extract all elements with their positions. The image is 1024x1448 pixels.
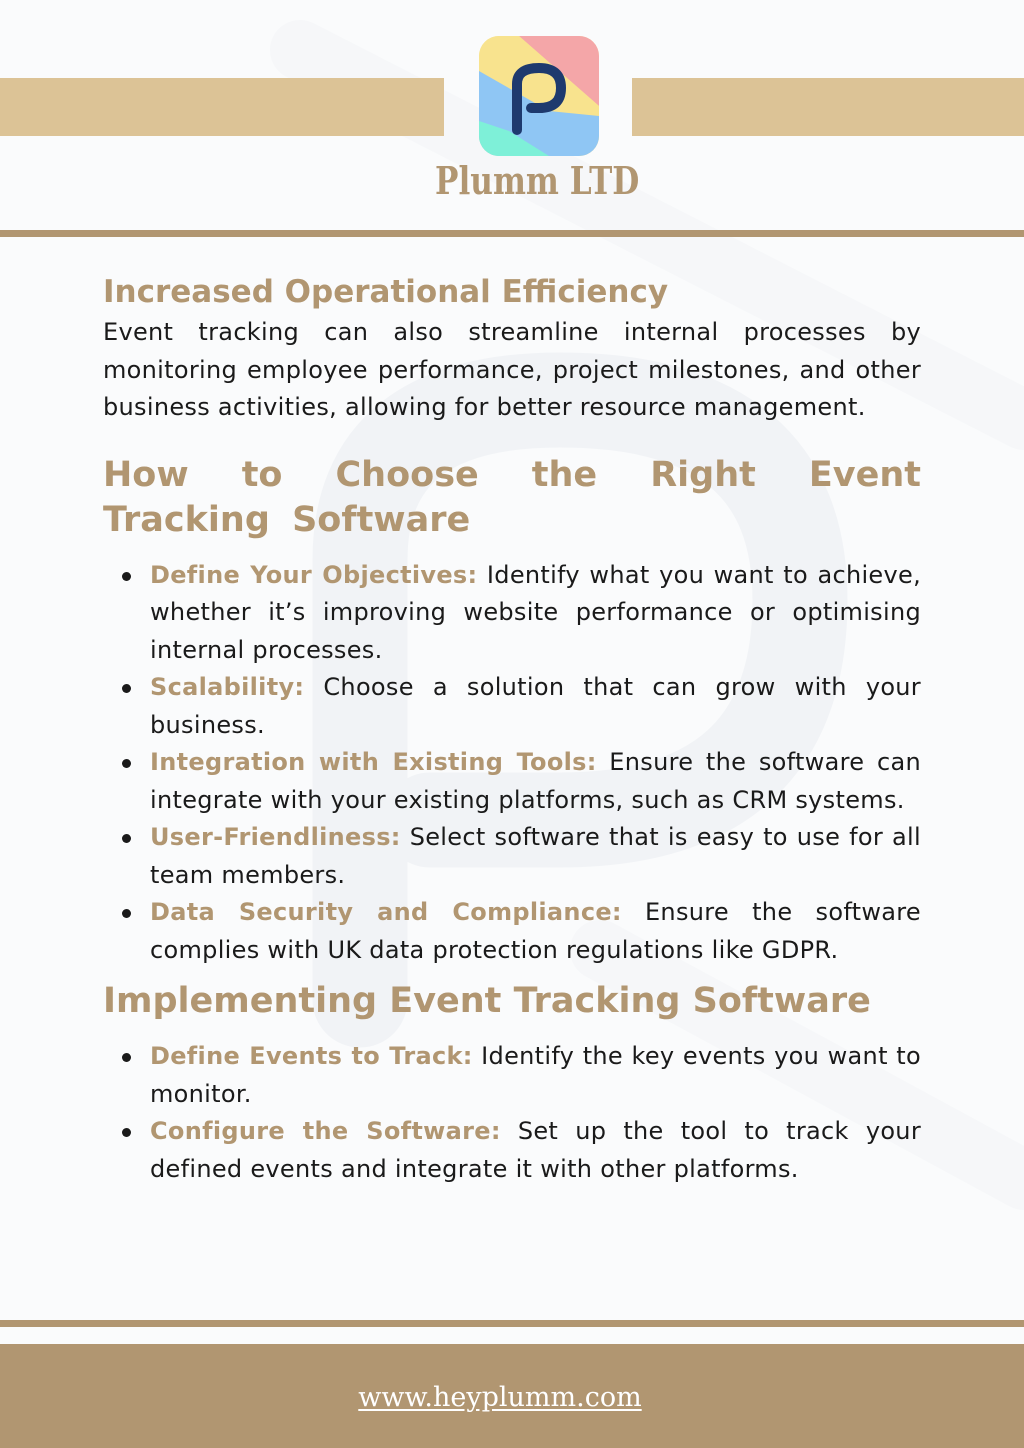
efficiency-body: Event tracking can also streamline internal processes by monitoring employee performance, project milestones, and other business activities, allowing for better resource management. <box>103 318 921 421</box>
list-item <box>103 1113 921 1188</box>
efficiency-heading: Increased Operational Efficiency <box>103 274 669 310</box>
efficiency-section <box>103 270 921 427</box>
list-item-term: Integration with Existing Tools: <box>150 748 597 776</box>
brand-logo-icon <box>479 36 599 156</box>
list-item-term: User-Friendliness: <box>150 823 401 851</box>
list-item-text: Choose a solution that can grow with your business. <box>150 673 921 739</box>
list-item <box>103 1038 921 1113</box>
list-item-text: Ensure the software complies with UK data protection regulations like GDPR. <box>150 898 921 964</box>
footer-divider <box>0 1320 1024 1327</box>
list-item <box>103 669 921 744</box>
list-item-term: Configure the Software: <box>150 1117 501 1145</box>
choose-heading: How to Choose the Right Event Tracking Software <box>103 454 921 540</box>
choose-list <box>103 557 921 970</box>
list-item-text: Set up the tool to track your defined events and integrate it with other platforms. <box>150 1117 921 1183</box>
list-item-term: Data Security and Compliance: <box>150 898 622 926</box>
implementing-list <box>103 1038 921 1188</box>
list-item <box>103 744 921 819</box>
website-link[interactable]: www.heyplumm.com <box>358 1382 642 1413</box>
implementing-section <box>103 979 921 1188</box>
list-item <box>103 557 921 670</box>
list-item <box>103 819 921 894</box>
main-content <box>103 270 921 1188</box>
implementing-heading: Implementing Event Tracking Software <box>103 981 871 1021</box>
list-item-term: Define Events to Track: <box>150 1042 473 1070</box>
list-item <box>103 894 921 969</box>
header-bar-right <box>632 78 1024 136</box>
page-footer <box>0 1344 1024 1448</box>
list-item-term: Scalability: <box>150 673 305 701</box>
header-bar-left <box>0 78 444 136</box>
brand-name: Plumm LTD <box>435 158 640 203</box>
list-item-text: Identify what you want to achieve, whether it’s improving website performance or optimising internal processes. <box>150 560 921 664</box>
choose-section <box>103 453 921 970</box>
list-item-text: Ensure the software can integrate with your existing platforms, such as CRM systems. <box>150 748 921 814</box>
list-item-text: Select software that is easy to use for all team members. <box>150 823 921 889</box>
header-divider <box>0 230 1024 237</box>
list-item-term: Define Your Objectives: <box>150 560 478 589</box>
list-item-text: Identify the key events you want to monitor. <box>150 1042 921 1108</box>
